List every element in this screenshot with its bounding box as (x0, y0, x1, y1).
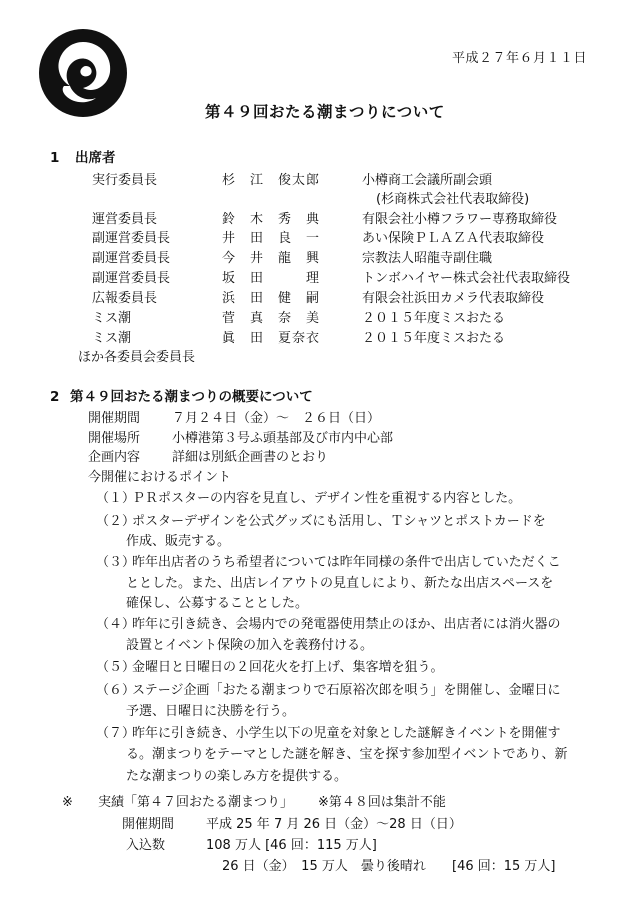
point-number: （１） (96, 491, 136, 506)
attendee-row (0, 174, 640, 192)
attendee-row (0, 332, 640, 350)
attendee-affiliation: ２０１５年度ミスおたる (362, 331, 506, 346)
point-text: 昨年に引き続き、小学生以下の児童を対象とした謎解きイベントを開催す (132, 726, 561, 741)
attendee-affiliation: トンボハイヤー株式会社代表取締役 (362, 271, 571, 286)
results-attendance-label: 入込数 (126, 838, 166, 853)
attendee-name: 菅 真 奈 美 (222, 311, 321, 326)
results-period-value: 平成 25 年 7 月 26 日（金）～28 日（日） (206, 817, 462, 832)
period-value: ７月２４日（金）～ ２６日（日） (172, 411, 381, 426)
document-title: 第４９回おたる潮まつりについて (205, 103, 445, 121)
point-number: （７） (96, 726, 136, 741)
point-text: 作成、販売する。 (126, 534, 231, 549)
attendee-affiliation: 有限会社浜田カメラ代表取締役 (362, 291, 545, 306)
point-text: 昨年に引き続き、会場内での発電器使用禁止のほか、出店者には消火器の (132, 617, 561, 632)
point-text: る。潮まつりをテーマとした謎を解き、宝を探す参加型イベントであり、新 (126, 747, 568, 762)
attendee-affiliation: 有限会社小樽フラワー専務取締役 (362, 212, 558, 227)
point-number: （３） (96, 555, 136, 570)
section-2-heading: 第４９回おたる潮まつりの概要について (70, 389, 313, 405)
attendee-role: 実行委員長 (92, 173, 158, 188)
attendee-affiliation: 小樽商工会議所副会頭 (362, 173, 493, 188)
results-attendance-value: 108 万人 [46 回：115 万人] (206, 838, 377, 853)
results-day-detail-prev: [46 回：15 万人] (452, 859, 556, 874)
attendee-affiliation: ２０１５年度ミスおたる (362, 311, 506, 326)
results-day-detail: 26 日（金） 15 万人 曇り後晴れ (222, 859, 426, 874)
attendee-row (0, 272, 640, 290)
attendee-role: 副運営委員長 (92, 251, 171, 266)
attendee-row (0, 193, 640, 211)
attendee-name: 坂 田 理 (222, 271, 321, 286)
attendee-row (0, 232, 640, 250)
organization-logo (38, 28, 128, 118)
attendee-name: 杉 江 俊太郎 (222, 173, 321, 188)
point-text: 予選、日曜日に決勝を行う。 (126, 704, 296, 719)
results-title: 実績「第４７回おたる潮まつり」 (98, 795, 294, 810)
attendee-name: 鈴 木 秀 典 (222, 212, 321, 227)
points-heading: 今開催におけるポイント (88, 470, 232, 485)
attendee-role: ミス潮 (92, 331, 132, 346)
attendee-affiliation: (杉商株式会社代表取締役) (376, 192, 530, 207)
attendee-role: 副運営委員長 (92, 271, 171, 286)
attendee-name: 眞 田 夏奈衣 (222, 331, 321, 346)
attendee-row (0, 312, 640, 330)
attendee-row (0, 252, 640, 270)
section-1-number: 1 (50, 150, 60, 166)
attendee-affiliation: あい保険ＰＬＡＺＡ代表取締役 (362, 231, 545, 246)
attendee-name: 今 井 龍 興 (222, 251, 321, 266)
results-mark: ※ (62, 795, 73, 810)
point-text: ＰＲポスターの内容を見直し、デザイン性を重視する内容とした。 (132, 491, 522, 506)
section-2-number: 2 (50, 389, 60, 405)
point-text: ステージ企画「おたる潮まつりで石原裕次郎を唄う」を開催し、金曜日に (132, 683, 561, 698)
attendee-role: 副運営委員長 (92, 231, 171, 246)
results-note: ※第４８回は集計不能 (318, 795, 446, 810)
attendee-affiliation: 宗教法人昭龍寺副住職 (362, 251, 493, 266)
point-text: 確保し、公募することとした。 (126, 596, 309, 611)
plan-value: 詳細は別紙企画書のとおり (172, 450, 329, 465)
results-period-label: 開催期間 (122, 817, 175, 832)
point-number: （５） (96, 660, 136, 675)
point-text: ポスターデザインを公式グッズにも活用し、Ｔシャツとポストカードを (132, 514, 546, 529)
point-text: たな潮まつりの楽しみ方を提供する。 (126, 769, 348, 784)
point-number: （４） (96, 617, 136, 632)
attendee-role: 運営委員長 (92, 212, 158, 227)
point-text: ととした。また、出店レイアウトの見直しにより、新たな出店スペースを (126, 576, 554, 591)
attendee-row (0, 213, 640, 231)
attendee-name: 浜 田 健 嗣 (222, 291, 321, 306)
point-number: （２） (96, 514, 136, 529)
point-text: 昨年出店者のうち希望者については昨年同様の条件で出店していただくこ (132, 555, 561, 570)
period-label: 開催期間 (88, 411, 141, 426)
attendee-role: 広報委員長 (92, 291, 158, 306)
attendee-role: ミス潮 (92, 311, 132, 326)
attendee-name: 井 田 良 一 (222, 231, 321, 246)
venue-value: 小樽港第３号ふ頭基部及び市内中心部 (172, 431, 394, 446)
plan-label: 企画内容 (88, 450, 141, 465)
point-text: 金曜日と日曜日の２回花火を打上げ、集客増を狙う。 (132, 660, 444, 675)
venue-label: 開催場所 (88, 431, 141, 446)
document-date: 平成２７年６月１１日 (452, 51, 588, 66)
attendee-row (0, 292, 640, 310)
section-1-heading: 出席者 (75, 150, 116, 166)
point-number: （６） (96, 683, 136, 698)
point-text: 設置とイベント保険の加入を義務付ける。 (126, 638, 374, 653)
other-attendees: ほか各委員会委員長 (78, 350, 196, 365)
